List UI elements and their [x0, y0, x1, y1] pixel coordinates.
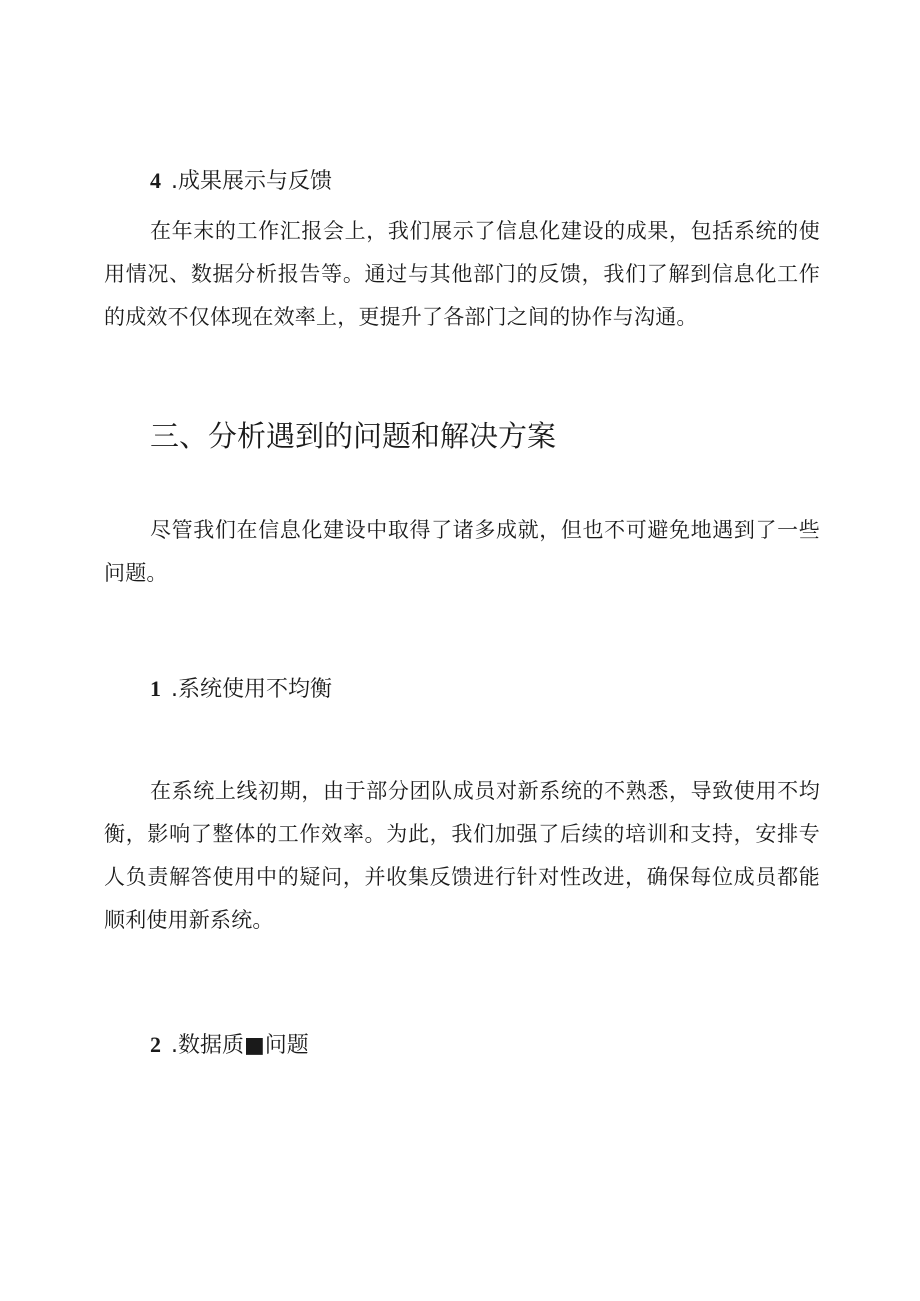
chapter-three-heading: 三、分析遇到的问题和解决方案	[150, 419, 557, 453]
subheading-uneven-usage	[150, 674, 332, 705]
subheading-data-quality	[150, 1030, 309, 1061]
subheading-number: 1	[150, 676, 161, 701]
subheading-number: 4	[150, 168, 161, 193]
subheading-title: .成果展示与反馈	[171, 169, 332, 194]
uneven-usage-paragraph: 在系统上线初期，由于部分团队成员对新系统的不熟悉，导致使用不均衡，影响了整体的工作效率。为此，我们加强了后续的培训和支持，安排专人负责解答使用中的疑问，并收集反馈进行针对性改进，确保每位成员都能顺利使用新系统。	[104, 779, 820, 932]
subheading-title: .数据质■问题	[171, 1033, 309, 1058]
subheading-number: 2	[150, 1032, 161, 1057]
subheading-results-feedback	[150, 166, 332, 197]
chapter-three-intro-paragraph: 尽管我们在信息化建设中取得了诸多成就，但也不可避免地遇到了一些问题。	[104, 518, 820, 585]
results-feedback-paragraph: 在年末的工作汇报会上，我们展示了信息化建设的成果，包括系统的使用情况、数据分析报告等。通过与其他部门的反馈，我们了解到信息化工作的成效不仅体现在效率上，更提升了各部门之间的协作与沟通。	[104, 219, 820, 329]
subheading-title: .系统使用不均衡	[171, 677, 332, 702]
